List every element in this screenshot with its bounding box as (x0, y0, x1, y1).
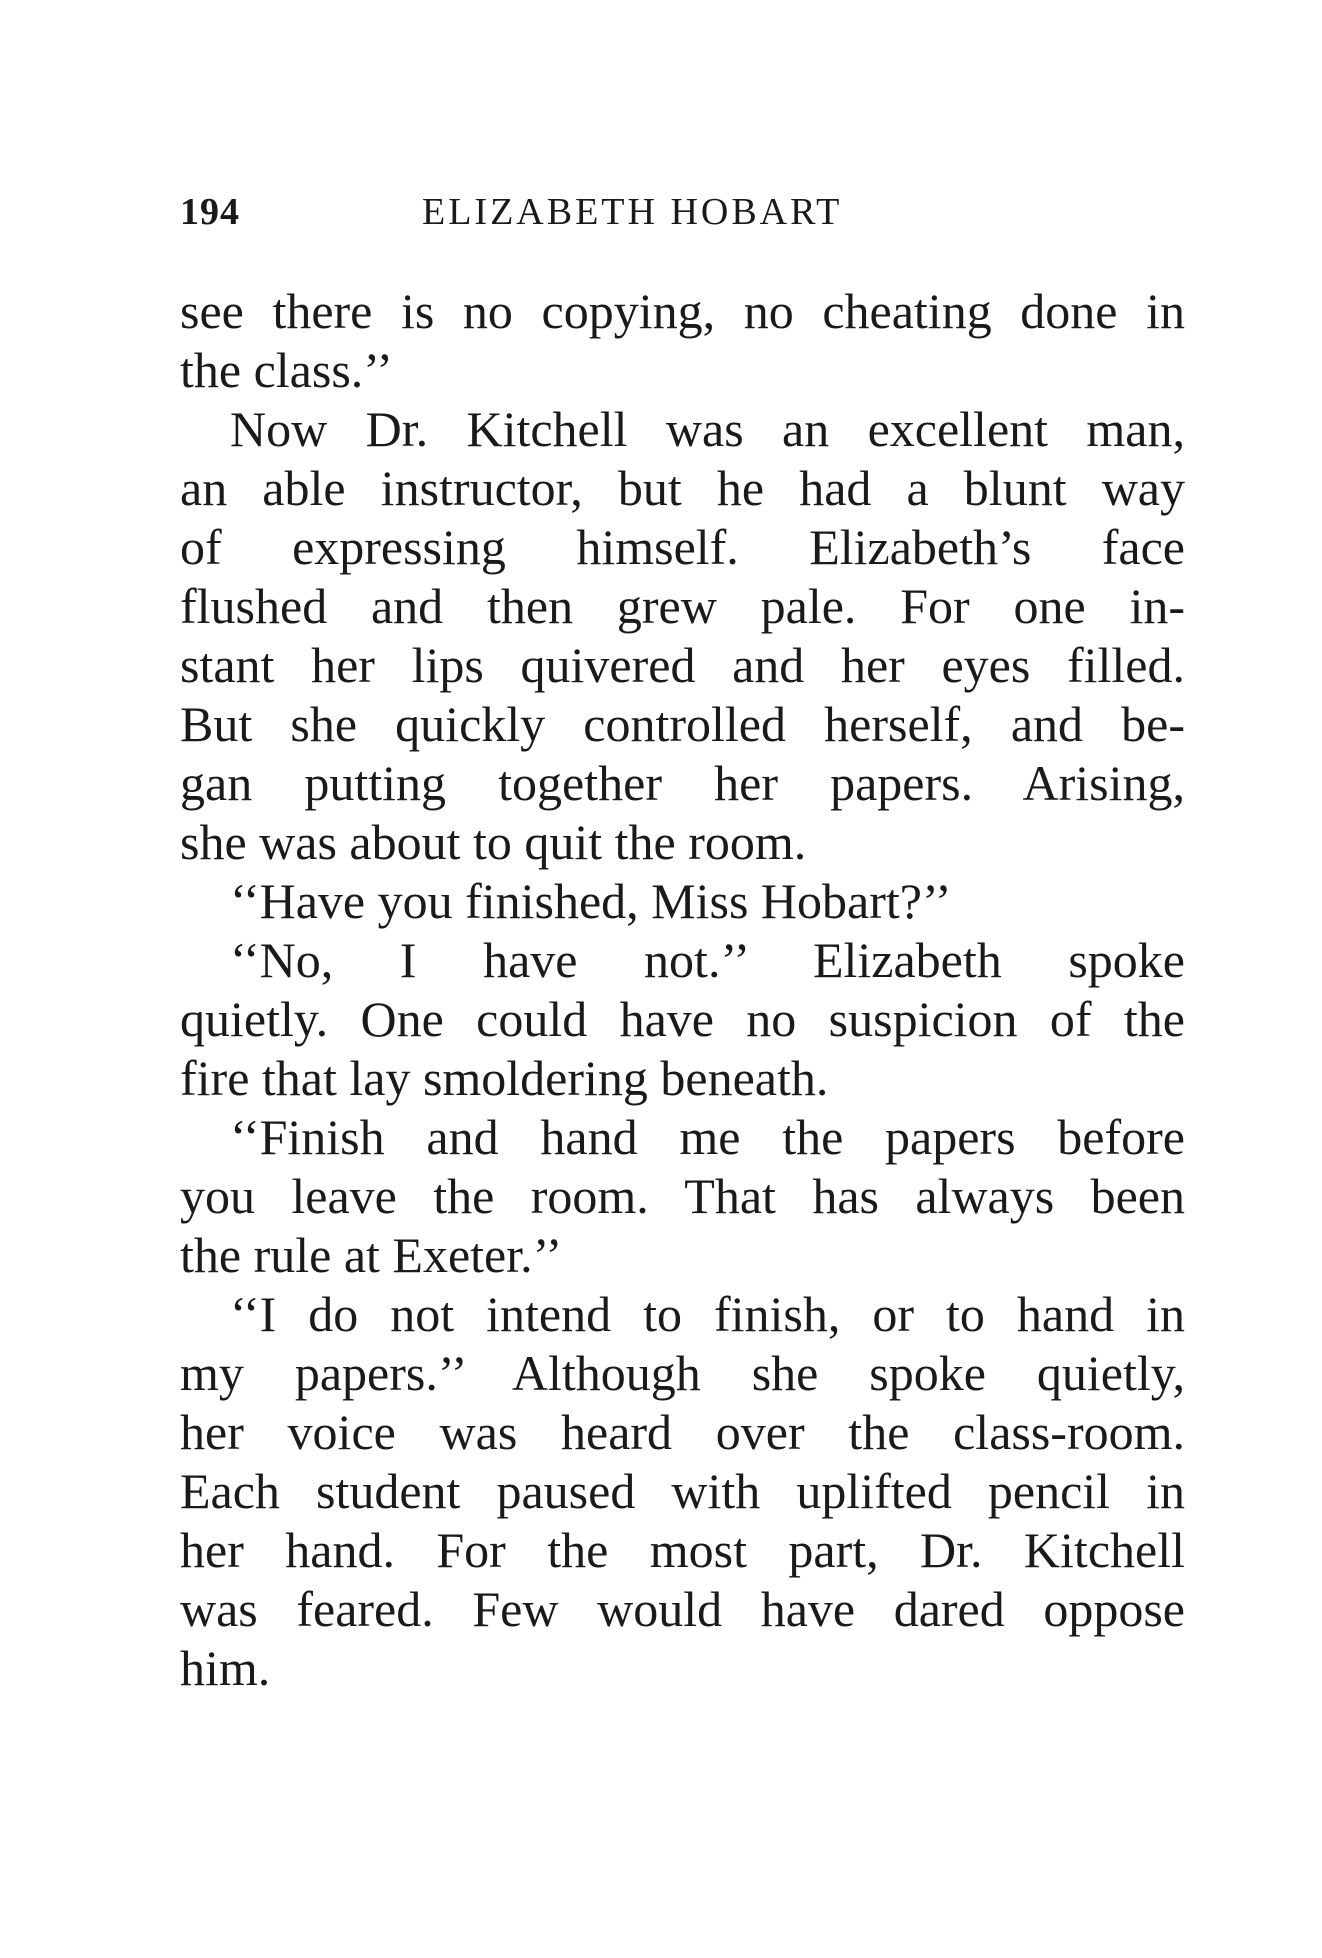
text-line: my papers.’’ Although she spoke quietly, (180, 1345, 1185, 1401)
page-number: 194 (180, 191, 240, 233)
body-text (180, 282, 1185, 1698)
text-line: quietly. One could have no suspicion of the (180, 991, 1185, 1047)
text-line: she was about to quit the room. (180, 814, 807, 870)
text-line: you leave the room. That has always been (180, 1168, 1185, 1224)
text-line: the class.’’ (180, 342, 393, 398)
running-head (180, 190, 1185, 246)
text-line: her voice was heard over the class-room. (180, 1404, 1185, 1460)
text-line: ‘‘Finish and hand me the papers before (230, 1109, 1185, 1165)
text-line: Each student paused with uplifted pencil in (180, 1463, 1185, 1519)
text-line: him. (180, 1640, 271, 1696)
text-line: fire that lay smoldering beneath. (180, 1050, 829, 1106)
text-line: see there is no copying, no cheating done in (180, 283, 1185, 339)
running-title: ELIZABETH HOBART (422, 191, 843, 233)
text-line: an able instructor, but he had a blunt way (180, 460, 1185, 516)
text-line: her hand. For the most part, Dr. Kitchell (180, 1522, 1185, 1578)
text-line: gan putting together her papers. Arising, (180, 755, 1185, 811)
text-line: ‘‘No, I have not.’’ Elizabeth spoke (230, 932, 1185, 988)
text-line: was feared. Few would have dared oppose (180, 1581, 1185, 1637)
text-line: stant her lips quivered and her eyes filled. (180, 637, 1185, 693)
text-line: ‘‘Have you finished, Miss Hobart?’’ (230, 873, 952, 929)
text-line: Now Dr. Kitchell was an excellent man, (230, 401, 1185, 457)
text-line: the rule at Exeter.’’ (180, 1227, 563, 1283)
text-line: of expressing himself. Elizabeth’s face (180, 519, 1185, 575)
text-line: ‘‘I do not intend to finish, or to hand in (230, 1286, 1185, 1342)
text-line: flushed and then grew pale. For one in- (180, 578, 1185, 634)
text-line: But she quickly controlled herself, and be- (180, 696, 1185, 752)
